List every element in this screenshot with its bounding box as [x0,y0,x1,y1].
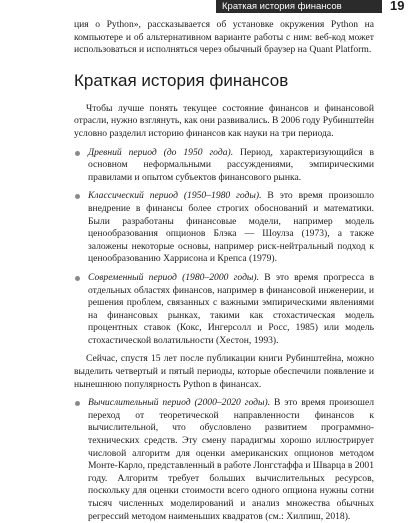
section-heading: Краткая история финансов [74,70,289,90]
period-description: В это время произошел переход от теоретической направленности финансов к вычислительной, что обусловлено развитием программно-технических средств. Эту смену парадигмы хорошо иллюстрирует числовой алгоритм для оценки американских опционов методом Монте-Карло, представленный в работе Лонгстаффа и Шварца в 2001 году. Алгоритм требует больших вычислительных ресурсов, поскольку для оценки стоимости всего одного опциона нужны сотни тысяч численных моделирований и анализ множества обычных регрессий методом наименьших квадратов (см.: Хилпиш, 2018). [88,397,374,522]
period-term: Древний период (до 1950 года). [88,146,234,158]
list-item-classical-period [74,190,374,266]
later-periods-list [74,397,374,523]
period-term: Вычислительный период (2000–2020 годы). [88,397,271,409]
period-description: Период, характеризующийся в основном неформальными рассуждениями, эмпирическими правилами и опытом субъектов финансового рынка. [88,146,375,183]
list-item-modern-period [74,272,374,348]
list-item-ancient-period [74,147,374,185]
period-description: В это время произошло внедрение в финансы более строгих обоснований и математики. Были разработаны финансовые модели, например модель ценообразования опционов Блэка — Шоулза (1973), а также заложены некоторые основы, например риск-нейтральный подход к ценообразованию Харрисона и Крепса (1979). [88,190,375,265]
intro-paragraph: ция о Python», рассказывается об установке окружения Python на компьютере и об альтернативном варианте работы с ним: веб-код может использоваться и исполняться через обычный браузер на Quant Platform. [74,19,374,56]
period-term: Классический период (1950–1980 годы). [88,190,262,202]
bullet-icon [75,151,80,156]
bullet-icon [75,194,80,199]
page-number: 19 [390,0,405,13]
bullet-icon [75,276,80,281]
periods-list [74,147,374,348]
period-description: В это время прогресса в отдельных областях финансов, например в финансовой инженерии, и решения проблем, связанных с важными эмпирическими явлениями на финансовых рынках, такими как стохастическая модель процентных ставок (Кокс, Ингерсолл и Росс, 1985) или модель стохастической волатильности (Хестон, 1993). [88,271,375,346]
paragraph-python-periods: Сейчас, спустя 15 лет после публикации книги Рубинштейна, можно выделить четвертый и пятый периоды, которые обеспечили появление и нынешнюю популярность Python в финансах. [74,353,374,390]
section-heading-block [74,71,374,91]
page-body [74,19,374,523]
period-term: Современный период (1980–2000 годы). [88,271,260,283]
list-item-computational-period [74,397,374,523]
bullet-icon [75,401,80,406]
running-header-title: Краткая история финансов [222,1,342,12]
paragraph-periods-intro: Чтобы лучше понять текущее состояние финансов и финансовой отрасли, нужно взглянуть, как они развивались. В 2006 году Рубинштейн условно разделил историю финансов как науки на три периода. [74,102,374,139]
running-header [0,0,420,18]
